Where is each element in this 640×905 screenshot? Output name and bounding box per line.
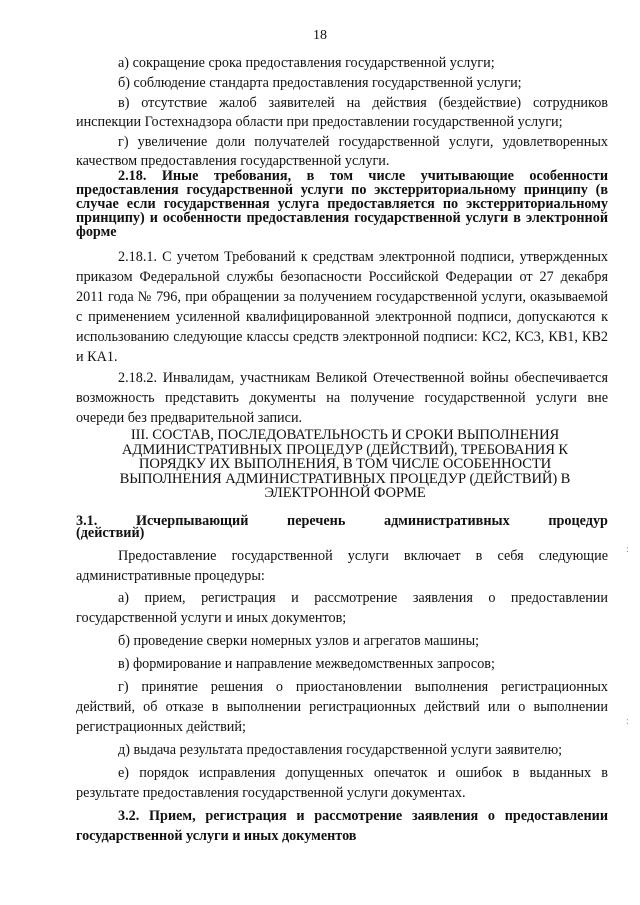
list-item: в) формирование и направление межведомственных запросов; (118, 656, 495, 672)
list-item: а) прием, регистрация и рассмотрение заявления о предоставлении государственной услуги и иных документов; (76, 590, 608, 626)
list-item: б) проведение сверки номерных узлов и агрегатов машины; (118, 633, 480, 649)
heading-word: процедур (548, 513, 608, 529)
list-item: а) сокращение срока предоставления государственной услуги; (118, 55, 495, 71)
heading-word: перечень (287, 513, 346, 529)
section-heading: 2.18. Иные требования, в том числе учитывающие особенности предоставления государственной услуги по экстерриториальному принципу (в случае если государственная услуга предоставляется по экстерриториальному принципу) и особенности предоставления государственной услуги в электронной форме (76, 168, 608, 240)
heading-word: 3.1. (76, 513, 98, 529)
heading-word: Исчерпывающий (135, 513, 249, 529)
margin-mark: : (626, 544, 629, 555)
paragraph: 2.18.2. Инвалидам, участникам Великой Отечественной войны обеспечивается возможность представить документы на получение государственной услуги вне очереди без предварительной записи. (76, 370, 608, 426)
margin-mark: : (626, 716, 629, 727)
heading-tail: (действий) (76, 525, 145, 541)
page-number: 18 (313, 28, 327, 43)
section-3-1 (76, 512, 608, 846)
paragraph: Предоставление государственной услуги включает в себя следующие административные процедуры: (76, 548, 608, 584)
list-item: г) принятие решения о приостановлении выполнения регистрационных действий, об отказе в выполнении регистрационных действий или о выполнении регистрационных действий; (76, 679, 608, 735)
paragraph: 2.18.1. С учетом Требований к средствам электронной подписи, утвержденных приказом Федеральной службы безопасности Российской Федерации от 27 декабря 2011 года № 796, при обращении за получением государственной услуги, оказываемой с применением усиленной квалифицированной электронной подписи, допускаются к использованию следующие классы средств электронной подписи: КС2, КС3, КВ1, КВ2 и КА1. (76, 249, 608, 365)
list-item: в) отсутствие жалоб заявителей на действия (бездействие) сотрудников инспекции Гостехнадзора области при предоставлении государственной услуги; (76, 95, 608, 130)
list-item: б) соблюдение стандарта предоставления государственной услуги; (118, 75, 522, 91)
section-2-18 (76, 169, 608, 428)
list-item: е) порядок исправления допущенных опечаток и ошибок в выданных в результате предоставления государственной услуги документах. (76, 765, 608, 801)
criteria-list (76, 54, 608, 171)
section-title: III. СОСТАВ, ПОСЛЕДОВАТЕЛЬНОСТЬ И СРОКИ ВЫПОЛНЕНИЯ АДМИНИСТРАТИВНЫХ ПРОЦЕДУР (ДЕЙСТВИЙ), ТРЕБОВАНИЯ К ПОРЯДКУ ИХ ВЫПОЛНЕНИЯ, В ТОМ ЧИСЛЕ ОСОБЕННОСТИ ВЫПОЛНЕНИЯ АДМИНИСТРАТИВНЫХ ПРОЦЕДУР (ДЕЙСТВИЙ) В ЭЛЕКТРОННОЙ ФОРМЕ (119, 427, 571, 501)
list-item: г) увеличение доли получателей государственной услуги, удовлетворенных качеством предоставления государственной услуги. (76, 134, 608, 169)
section-III-title-block (108, 428, 582, 501)
heading-word: административных (384, 513, 510, 529)
section-heading: 3.2. Прием, регистрация и рассмотрение заявления о предоставлении государственной услуги и иных документов (76, 808, 608, 844)
list-item: д) выдача результата предоставления государственной услуги заявителю; (118, 742, 563, 758)
